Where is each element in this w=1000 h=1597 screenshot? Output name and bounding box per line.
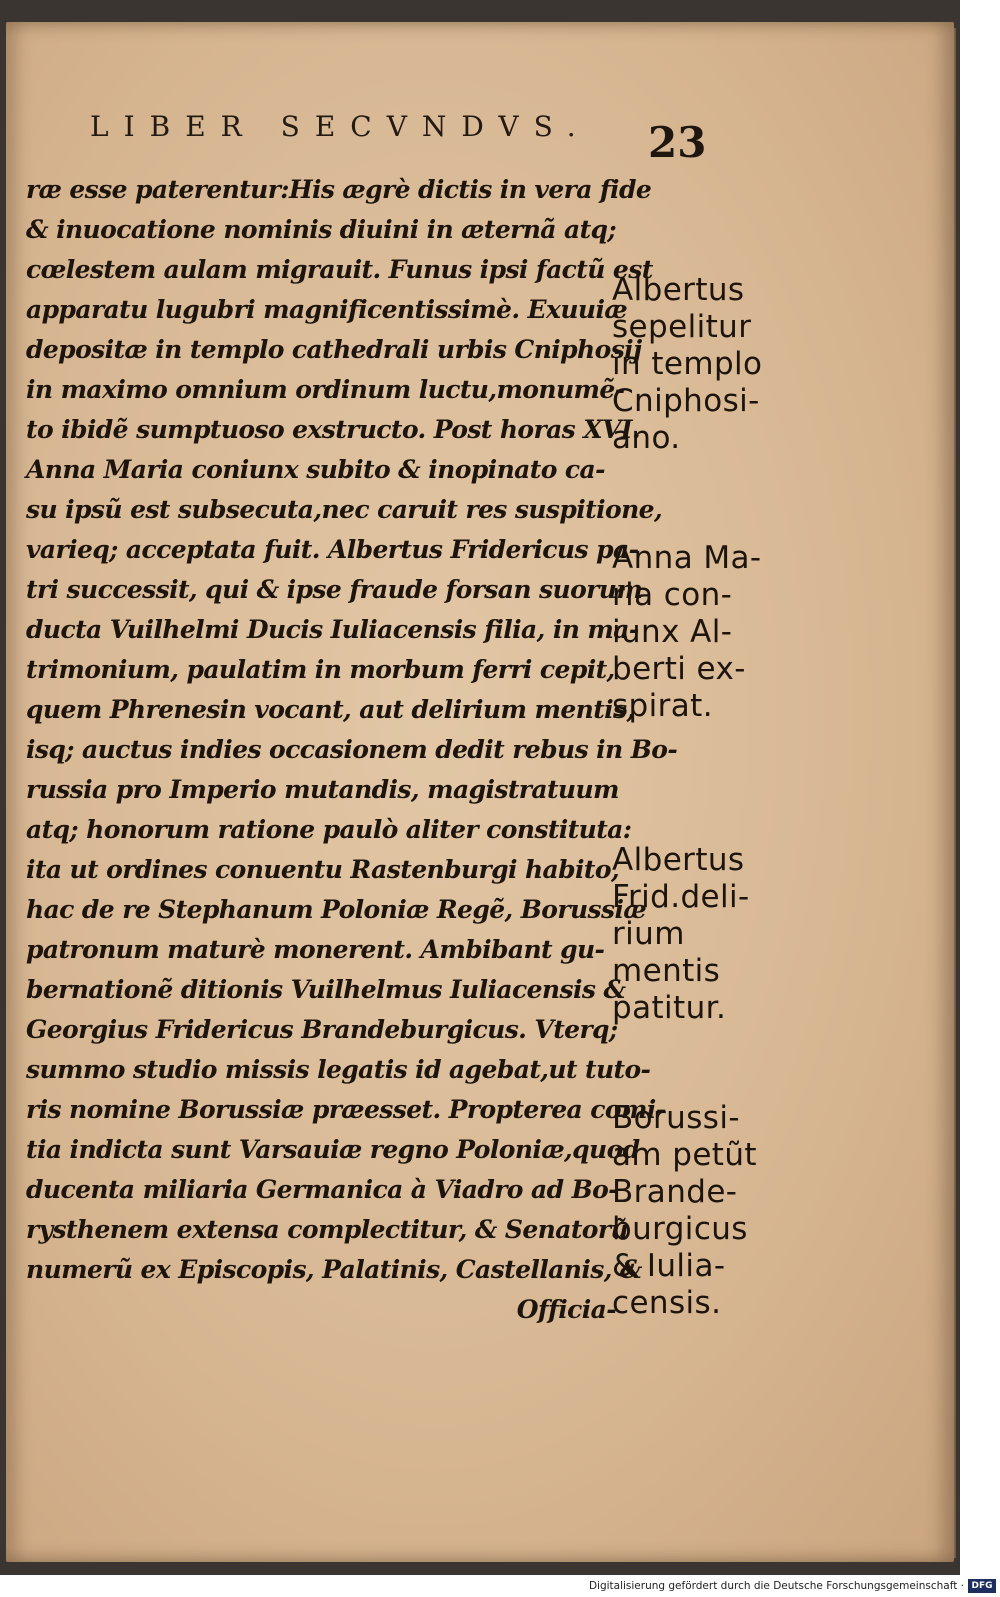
text-line: summo studio missis legatis id agebat,ut tuto-	[26, 1055, 651, 1084]
text-line: ræ esse paterentur:His ægrè dictis in vera fide	[26, 175, 652, 204]
marginal-note-line: burgicus	[612, 1211, 748, 1247]
marginal-note-line: Albertus	[612, 272, 745, 308]
marginal-note-line: ano.	[612, 420, 681, 456]
marginal-note-line: mentis	[612, 953, 721, 989]
marginal-note-line: in templo	[612, 346, 763, 382]
dfg-logo: DFG	[968, 1579, 996, 1593]
marginal-note-line: rium	[612, 916, 685, 952]
text-line: numerũ ex Episcopis, Palatinis, Castellanis, &	[26, 1255, 642, 1284]
text-line: rysthenem extensa complectitur, & Senatorũ	[26, 1215, 629, 1244]
text-line: & inuocatione nominis diuini in æternã atq;	[26, 215, 617, 244]
text-line: varieq; acceptata fuit. Albertus Fridericus pa-	[26, 535, 639, 564]
marginal-note-albertus-burial	[612, 272, 802, 457]
marginal-note-line: Frid.deli-	[612, 879, 750, 915]
marginal-note-line: berti ex-	[612, 651, 746, 687]
text-line: tri successit, qui & ipse fraude forsan suorum	[26, 575, 643, 604]
marginal-note-delirium	[612, 842, 802, 1027]
text-line: ris nomine Borussiæ præesset. Propterea comi-	[26, 1095, 666, 1124]
text-line: Officia-	[516, 1295, 616, 1324]
text-line: russia pro Imperio mutandis, magistratuum	[26, 775, 619, 804]
marginal-note-line: ria con-	[612, 577, 733, 613]
text-line: su ipsũ est subsecuta,nec caruit res suspitione,	[26, 495, 663, 524]
text-line: bernationẽ ditionis Vuilhelmus Iuliacensis &	[26, 975, 626, 1004]
marginal-note-line: sepelitur	[612, 309, 752, 345]
text-line: trimonium, paulatim in morbum ferri cepit,	[26, 655, 615, 684]
marginal-note-line: spirat.	[612, 688, 713, 724]
text-line: patronum maturè monerent. Ambibant gu-	[26, 935, 605, 964]
marginal-note-line: censis.	[612, 1285, 722, 1321]
text-line: in maximo omnium ordinum luctu,monumẽ-	[26, 375, 625, 404]
marginal-note-line: am petũt	[612, 1137, 757, 1173]
marginal-note-line: patitur.	[612, 990, 727, 1026]
marginal-note-anna-maria	[612, 540, 802, 725]
text-line: to ibidẽ sumptuoso exstructo. Post horas XVI.	[26, 415, 641, 444]
footer-bar	[0, 1577, 1000, 1597]
funding-credit: Digitalisierung gefördert durch die Deutsche Forschungsgemeinschaft ·	[588, 1580, 964, 1592]
text-line: isq; auctus indies occasionem dedit rebus in Bo-	[26, 735, 678, 764]
text-line: Georgius Fridericus Brandeburgicus. Vterq;	[26, 1015, 618, 1044]
text-line: hac de re Stephanum Poloniæ Regẽ, Borussiæ	[26, 895, 647, 924]
text-line: ita ut ordines conuentu Rastenburgi habito,	[26, 855, 620, 884]
text-line: ducta Vuilhelmi Ducis Iuliacensis filia, in ma-	[26, 615, 639, 644]
marginal-note-line: iunx Al-	[612, 614, 733, 650]
text-line: depositæ in templo cathedrali urbis Cniphosij	[26, 335, 642, 364]
marginal-note-line: Anna Ma-	[612, 540, 762, 576]
marginal-note-line: Albertus	[612, 842, 745, 878]
page-number: 23	[648, 118, 707, 167]
marginal-note-line: Cniphosi-	[612, 383, 760, 419]
text-line: tia indicta sunt Varsauiæ regno Poloniæ,quod	[26, 1135, 640, 1164]
text-line: atq; honorum ratione paulò aliter constituta:	[26, 815, 632, 844]
text-line: Anna Maria coniunx subito & inopinato ca-	[26, 455, 605, 484]
text-line: apparatu lugubri magnificentissimè. Exuuiæ	[26, 295, 628, 324]
marginal-note-line: Brande-	[612, 1174, 738, 1210]
marginal-note-line: Borussi-	[612, 1100, 740, 1136]
text-line: quem Phrenesin vocant, aut delirium mentis,	[26, 695, 635, 724]
text-line: cœlestem aulam migrauit. Funus ipsi factũ est	[26, 255, 653, 284]
marginal-note-line: & Iulia-	[612, 1248, 726, 1284]
text-line: ducenta miliaria Germanica à Viadro ad Bo-	[26, 1175, 618, 1204]
running-head: LIBER SECVNDVS.	[90, 110, 591, 143]
marginal-note-borussia	[612, 1100, 802, 1322]
